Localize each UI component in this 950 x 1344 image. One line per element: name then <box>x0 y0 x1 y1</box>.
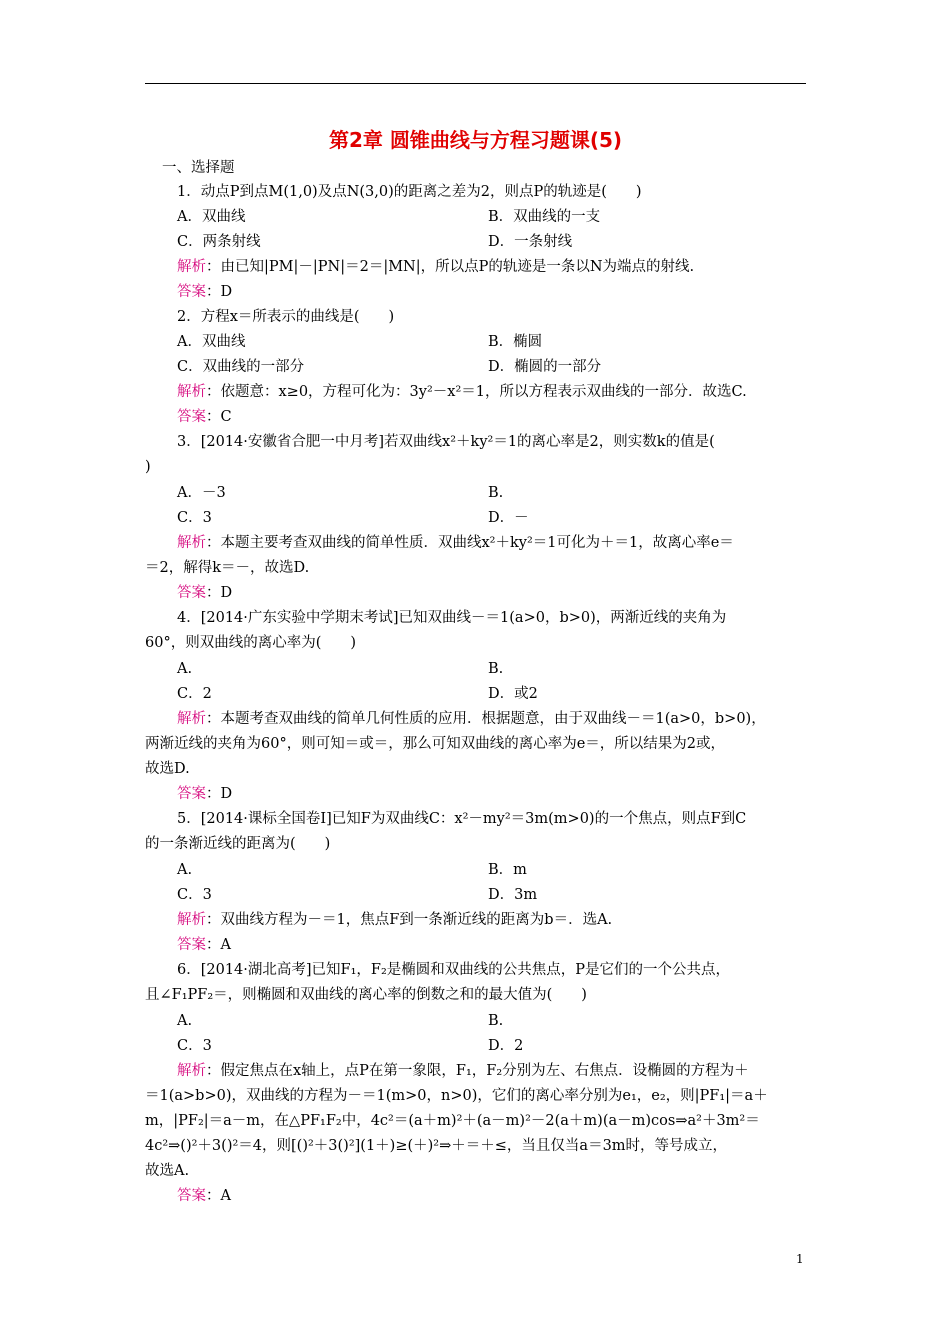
analysis-label: 解析 <box>177 711 206 727</box>
q2-option-a: A．双曲线 <box>177 334 246 350</box>
q2-option-b: B．椭圆 <box>488 334 543 350</box>
q3-stem-line2: ) <box>145 459 151 475</box>
analysis-label: 解析 <box>177 535 206 551</box>
q4-option-b: B. <box>488 661 504 677</box>
q4-option-c: C．2 <box>177 686 212 702</box>
q4-analysis-line2: 两渐近线的夹角为60°，则可知＝或＝，那么可知双曲线的离心率为e＝，所以结果为2或， <box>145 736 726 752</box>
q5-option-d: D．3m <box>488 887 538 903</box>
q6-option-a: A. <box>177 1013 193 1029</box>
q1-option-c: C．两条射线 <box>177 234 261 250</box>
q5-option-b: B．m <box>488 862 527 878</box>
q4-stem-line1: 4．[2014·广东实验中学期末考试]已知双曲线－＝1(a>0，b>0)，两渐近线的夹角为 <box>177 610 727 626</box>
analysis-label: 解析 <box>177 1063 206 1079</box>
q6-analysis-line2: ＝1(a>b>0)，双曲线的方程为－＝1(m>0，n>0)，它们的离心率分别为e₁，e₂，则|PF₁|＝a＋ <box>145 1088 768 1104</box>
header-rule <box>145 83 806 84</box>
answer-label: 答案 <box>177 1188 206 1204</box>
analysis-label: 解析 <box>177 259 206 275</box>
analysis-label: 解析 <box>177 384 206 400</box>
q4-option-d: D．或2 <box>488 686 538 702</box>
q4-stem-line2: 60°，则双曲线的离心率为( ) <box>145 635 357 651</box>
analysis-label: 解析 <box>177 912 206 928</box>
q4-option-a: A. <box>177 661 193 677</box>
q3-option-c: C．3 <box>177 510 212 526</box>
q5-stem-line1: 5．[2014·课标全国卷Ⅰ]已知F为双曲线C：x²－my²＝3m(m>0)的一个焦点，则点F到C <box>177 811 747 827</box>
q6-analysis-line5: 故选A. <box>145 1163 190 1179</box>
q2-analysis: 解析：依题意：x≥0，方程可化为：3y²－x²＝1，所以方程表示双曲线的一部分．故选C. <box>177 384 747 400</box>
q3-stem-line1: 3．[2014·安徽省合肥一中月考]若双曲线x²＋ky²＝1的离心率是2，则实数k的值是( <box>177 434 715 450</box>
q6-answer: 答案：A <box>177 1188 231 1204</box>
q1-stem: 1．动点P到点M(1,0)及点N(3,0)的距离之差为2，则点P的轨迹是( ) <box>177 184 642 200</box>
q1-analysis: 解析：由已知|PM|－|PN|＝2＝|MN|，所以点P的轨迹是一条以N为端点的射线. <box>177 259 695 275</box>
q5-option-a: A. <box>177 862 193 878</box>
q5-option-c: C．3 <box>177 887 212 903</box>
q6-stem-line2: 且∠F₁PF₂＝，则椭圆和双曲线的离心率的倒数之和的最大值为( ) <box>145 987 587 1003</box>
q5-analysis: 解析：双曲线方程为－＝1，焦点F到一条渐近线的距离为b＝．选A. <box>177 912 613 928</box>
q2-option-d: D．椭圆的一部分 <box>488 359 602 375</box>
q6-analysis-line4: 4c²⇒()²＋3()²＝4，则[()²＋3()²](1＋)≥(＋)²⇒＋＝＋≤，当且仅当a＝3m时，等号成立， <box>145 1138 728 1154</box>
q3-answer: 答案：D <box>177 585 233 601</box>
q4-answer: 答案：D <box>177 786 233 802</box>
section-heading: 一、选择题 <box>162 160 235 176</box>
q2-option-c: C．双曲线的一部分 <box>177 359 305 375</box>
answer-label: 答案 <box>177 284 206 300</box>
q1-option-d: D．一条射线 <box>488 234 573 250</box>
answer-label: 答案 <box>177 585 206 601</box>
page-title: 第2章 圆锥曲线与方程习题课(5) <box>328 128 623 152</box>
q5-stem-line2: 的一条渐近线的距离为( ) <box>145 836 331 852</box>
q3-option-a: A．－3 <box>177 485 226 501</box>
q3-analysis-line2: ＝2，解得k＝－，故选D. <box>145 560 310 576</box>
q6-option-d: D．2 <box>488 1038 524 1054</box>
page-number: 1 <box>796 1252 804 1266</box>
q6-analysis-line1: 解析：假定焦点在x轴上，点P在第一象限，F₁，F₂分别为左、右焦点．设椭圆的方程为＋ <box>177 1063 749 1079</box>
q6-option-b: B. <box>488 1013 504 1029</box>
q3-option-d: D．－ <box>488 510 529 526</box>
q6-stem-line1: 6．[2014·湖北高考]已知F₁，F₂是椭圆和双曲线的公共焦点，P是它们的一个公共点， <box>177 962 731 978</box>
q1-option-b: B．双曲线的一支 <box>488 209 601 225</box>
q6-option-c: C．3 <box>177 1038 212 1054</box>
answer-label: 答案 <box>177 409 206 425</box>
q6-analysis-line3: m，|PF₂|＝a－m，在△PF₁F₂中，4c²＝(a＋m)²＋(a－m)²－2(a＋m)(a－m)cos⇒a²＋3m²＝ <box>145 1113 760 1129</box>
q2-answer: 答案：C <box>177 409 232 425</box>
q1-option-a: A．双曲线 <box>177 209 246 225</box>
q2-stem: 2．方程x＝所表示的曲线是( ) <box>177 309 395 325</box>
q4-analysis-line1: 解析：本题考查双曲线的简单几何性质的应用．根据题意，由于双曲线－＝1(a>0，b>0)， <box>177 711 766 727</box>
q1-answer: 答案：D <box>177 284 233 300</box>
answer-label: 答案 <box>177 937 206 953</box>
answer-label: 答案 <box>177 786 206 802</box>
q4-analysis-line3: 故选D. <box>145 761 190 777</box>
q5-answer: 答案：A <box>177 937 231 953</box>
q3-option-b: B. <box>488 485 504 501</box>
q3-analysis-line1: 解析：本题主要考查双曲线的简单性质．双曲线x²＋ky²＝1可化为＋＝1，故离心率e＝ <box>177 535 734 551</box>
